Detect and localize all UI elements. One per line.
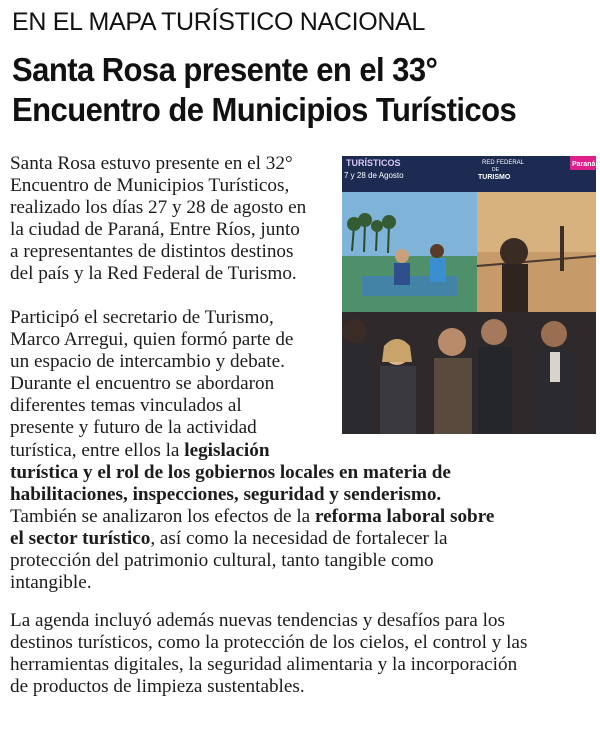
bold-emphasis: habilitaciones, inspecciones, seguridad y senderismo. bbox=[10, 484, 442, 506]
paragraph-3 bbox=[10, 610, 592, 698]
banner-badge-text: Paraná bbox=[572, 161, 596, 168]
text-line: Participó el secretario de Turismo, bbox=[10, 307, 274, 328]
text-line: presente y futuro de la actividad bbox=[10, 417, 257, 439]
banner-title-text: TURÍSTICOS bbox=[346, 158, 401, 168]
text-line: a representantes de distintos destinos bbox=[10, 241, 294, 263]
bold-emphasis: el sector turístico bbox=[10, 528, 151, 550]
text-line: herramientas digitales, la seguridad alimentaria y la incorporación bbox=[10, 654, 518, 676]
text-line: intangible. bbox=[10, 572, 92, 594]
bold-emphasis: reforma laboral sobre bbox=[315, 506, 495, 528]
banner-dates-text: 7 y 28 de Agosto bbox=[344, 171, 404, 180]
text-line: destinos turísticos, como la protección de los cielos, el control y las bbox=[10, 632, 528, 654]
banner-de-text: DE bbox=[492, 167, 499, 173]
text-line: un espacio de intercambio y debate. bbox=[10, 351, 285, 373]
text-line: También se analizaron los efectos de la reforma laboral sobre bbox=[10, 506, 495, 528]
paragraph-1 bbox=[10, 153, 340, 286]
text-line: La agenda incluyó además nuevas tendencias y desafíos para los bbox=[10, 610, 505, 631]
headline bbox=[12, 50, 567, 130]
event-photo bbox=[342, 156, 596, 434]
headline-line-2: Encuentro de Municipios Turísticos bbox=[12, 91, 517, 128]
text-line: realizado los días 27 y 28 de agosto en bbox=[10, 197, 307, 219]
paragraph-2-continued bbox=[10, 462, 592, 595]
text-line: Encuentro de Municipios Turísticos, bbox=[10, 175, 290, 197]
text-line: turística, entre ellos la legislación bbox=[10, 439, 270, 461]
banner-turismo-text: TURISMO bbox=[478, 174, 511, 181]
text-line: la ciudad de Paraná, Entre Ríos, junto bbox=[10, 219, 300, 241]
text-line: de productos de limpieza sustentables. bbox=[10, 676, 305, 698]
banner-red-text: RED FEDERAL bbox=[482, 160, 525, 166]
paragraph-2 bbox=[10, 307, 340, 462]
text-line: del país y la Red Federal de Turismo. bbox=[10, 263, 297, 285]
text-line: Santa Rosa estuvo presente en el 32° bbox=[10, 153, 293, 174]
text-line: Durante el encuentro se abordaron bbox=[10, 373, 275, 395]
event-photo-illustration bbox=[342, 156, 596, 434]
headline-line-1: Santa Rosa presente en el 33° bbox=[12, 51, 438, 88]
text-line: el sector turístico, así como la necesidad de fortalecer la bbox=[10, 528, 448, 550]
text-line: diferentes temas vinculados al bbox=[10, 395, 242, 417]
bold-emphasis: turística y el rol de los gobiernos locales en materia de bbox=[10, 462, 451, 483]
text-line: Marco Arregui, quien formó parte de bbox=[10, 329, 294, 351]
text-line: protección del patrimonio cultural, tanto tangible como bbox=[10, 550, 434, 572]
section-kicker: EN EL MAPA TURÍSTICO NACIONAL bbox=[12, 8, 426, 36]
bold-emphasis: legislación bbox=[184, 439, 270, 461]
